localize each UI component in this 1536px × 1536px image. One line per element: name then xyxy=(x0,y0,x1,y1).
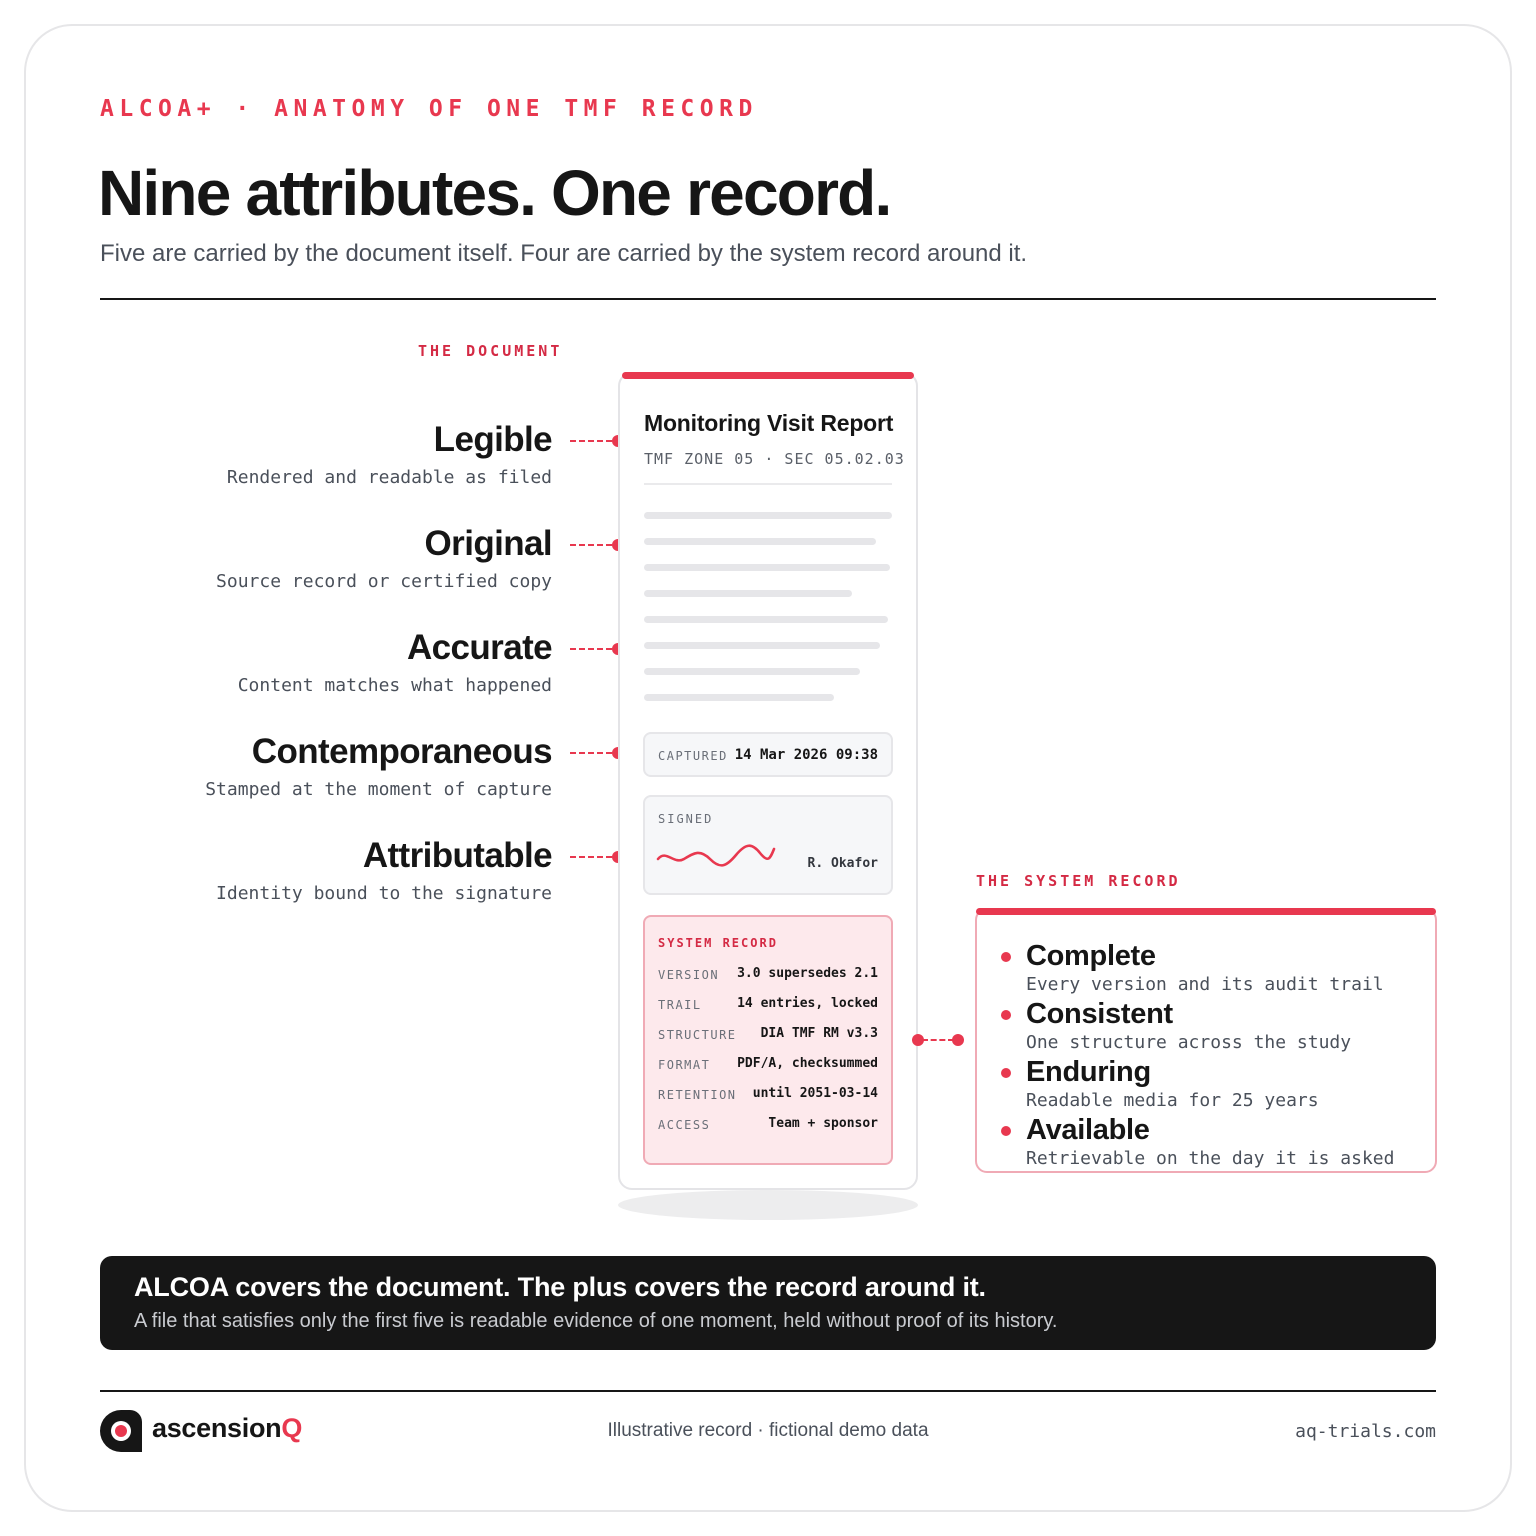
summary-callout xyxy=(100,1256,1436,1350)
header-divider xyxy=(100,298,1436,300)
attribute-desc: Retrievable on the day it is asked xyxy=(1026,1148,1395,1169)
card-shadow xyxy=(618,1190,918,1220)
text-placeholder-line xyxy=(644,564,890,571)
attribute-available xyxy=(1026,1114,1394,1170)
text-placeholder-line xyxy=(644,616,888,623)
footer-divider xyxy=(100,1390,1436,1392)
system-section-label: THE SYSTEM RECORD xyxy=(976,872,1181,890)
text-placeholder-line xyxy=(644,512,892,519)
bullet-dot xyxy=(1001,1010,1011,1020)
row-value: until 2051-03-14 xyxy=(752,1086,878,1101)
attribute-name: Enduring xyxy=(1026,1056,1151,1088)
row-key: VERSION xyxy=(658,968,720,982)
document-accent-bar xyxy=(622,372,914,379)
bullet-dot xyxy=(1001,1068,1011,1078)
leader-line xyxy=(570,440,612,442)
attribute-complete xyxy=(1026,940,1384,996)
system-record-row xyxy=(658,1025,878,1045)
attribute-desc: Stamped at the moment of capture xyxy=(205,779,552,800)
attribute-desc: Content matches what happened xyxy=(237,675,552,696)
callout-title: ALCOA covers the document. The plus covers the record around it. xyxy=(134,1272,986,1302)
row-key: TRAIL xyxy=(658,998,702,1012)
document-section-label: THE DOCUMENT xyxy=(418,342,563,360)
system-record-label: SYSTEM RECORD xyxy=(658,936,778,950)
text-placeholder-line xyxy=(644,590,852,597)
system-record-row xyxy=(658,1085,878,1105)
bullet-dot xyxy=(1001,952,1011,962)
text-placeholder-line xyxy=(644,694,834,701)
system-record-row xyxy=(658,965,878,985)
signer-name: R. Okafor xyxy=(807,856,878,871)
attribute-name: Original xyxy=(424,524,552,563)
system-accent-bar xyxy=(976,908,1436,915)
leader-line xyxy=(570,544,612,546)
row-key: RETENTION xyxy=(658,1088,737,1102)
connector-dot xyxy=(952,1034,964,1046)
attribute-consistent xyxy=(1026,998,1351,1054)
row-key: STRUCTURE xyxy=(658,1028,737,1042)
attribute-enduring xyxy=(1026,1056,1319,1112)
attribute-name: Attributable xyxy=(362,836,552,875)
attribute-name: Consistent xyxy=(1026,998,1173,1030)
captured-stamp xyxy=(643,732,893,777)
attribute-original xyxy=(216,525,552,593)
row-value: PDF/A, checksummed xyxy=(737,1056,878,1071)
attribute-desc: Rendered and readable as filed xyxy=(226,467,552,488)
row-value: DIA TMF RM v3.3 xyxy=(760,1026,878,1041)
page-title: Nine attributes. One record. xyxy=(98,157,891,229)
footer-note: Illustrative record · fictional demo data xyxy=(607,1420,929,1441)
attribute-desc: Identity bound to the signature xyxy=(216,883,552,904)
system-record-row xyxy=(658,1115,878,1135)
brand-accent: Q xyxy=(281,1413,303,1443)
signed-label: SIGNED xyxy=(658,812,714,826)
attribute-name: Accurate xyxy=(407,628,552,667)
captured-label: CAPTURED xyxy=(658,749,728,763)
brand-name: ascension xyxy=(152,1413,282,1443)
system-record-box xyxy=(643,915,893,1165)
leader-line xyxy=(570,648,612,650)
captured-value: 14 Mar 2026 09:38 xyxy=(734,747,878,763)
text-placeholder-line xyxy=(644,538,876,545)
leader-line xyxy=(570,752,612,754)
leader-line xyxy=(922,1039,954,1041)
brand-wordmark xyxy=(152,1413,302,1444)
attribute-name: Contemporaneous xyxy=(251,732,552,771)
document-title: Monitoring Visit Report xyxy=(644,410,894,436)
attribute-attributable xyxy=(216,837,552,905)
attribute-name: Available xyxy=(1026,1114,1150,1146)
leader-line xyxy=(570,856,612,858)
page-subtitle: Five are carried by the document itself. Four are carried by the system record around it. xyxy=(100,240,1028,267)
attribute-desc: Readable media for 25 years xyxy=(1026,1090,1319,1111)
bullet-dot xyxy=(1001,1126,1011,1136)
attribute-accurate xyxy=(238,629,552,697)
row-value: Team + sponsor xyxy=(768,1116,878,1131)
system-record-row xyxy=(658,1055,878,1075)
system-record-row xyxy=(658,995,878,1015)
document-meta: TMF ZONE 05 · SEC 05.02.03 xyxy=(644,450,905,468)
attribute-legible xyxy=(227,421,552,489)
row-key: FORMAT xyxy=(658,1058,711,1072)
text-placeholder-line xyxy=(644,642,880,649)
attribute-name: Complete xyxy=(1026,940,1156,972)
footer-url[interactable]: aq-trials.com xyxy=(1295,1421,1436,1442)
row-key: ACCESS xyxy=(658,1118,711,1132)
row-value: 3.0 supersedes 2.1 xyxy=(737,966,878,981)
callout-body: A file that satisfies only the first five is readable evidence of one moment, held without proof of its history. xyxy=(134,1310,1058,1332)
attribute-desc: One structure across the study xyxy=(1026,1032,1352,1053)
attribute-name: Legible xyxy=(433,420,552,459)
text-placeholder-line xyxy=(644,668,860,675)
signature-scribble xyxy=(656,841,778,871)
brand-logo-icon xyxy=(100,1410,142,1452)
document-divider xyxy=(644,483,892,485)
attribute-desc: Every version and its audit trail xyxy=(1026,974,1384,995)
signature-block xyxy=(643,795,893,895)
row-value: 14 entries, locked xyxy=(737,996,878,1011)
attribute-contemporaneous xyxy=(205,733,552,801)
attribute-desc: Source record or certified copy xyxy=(216,571,552,592)
eyebrow: ALCOA+ · ANATOMY OF ONE TMF RECORD xyxy=(100,96,758,122)
